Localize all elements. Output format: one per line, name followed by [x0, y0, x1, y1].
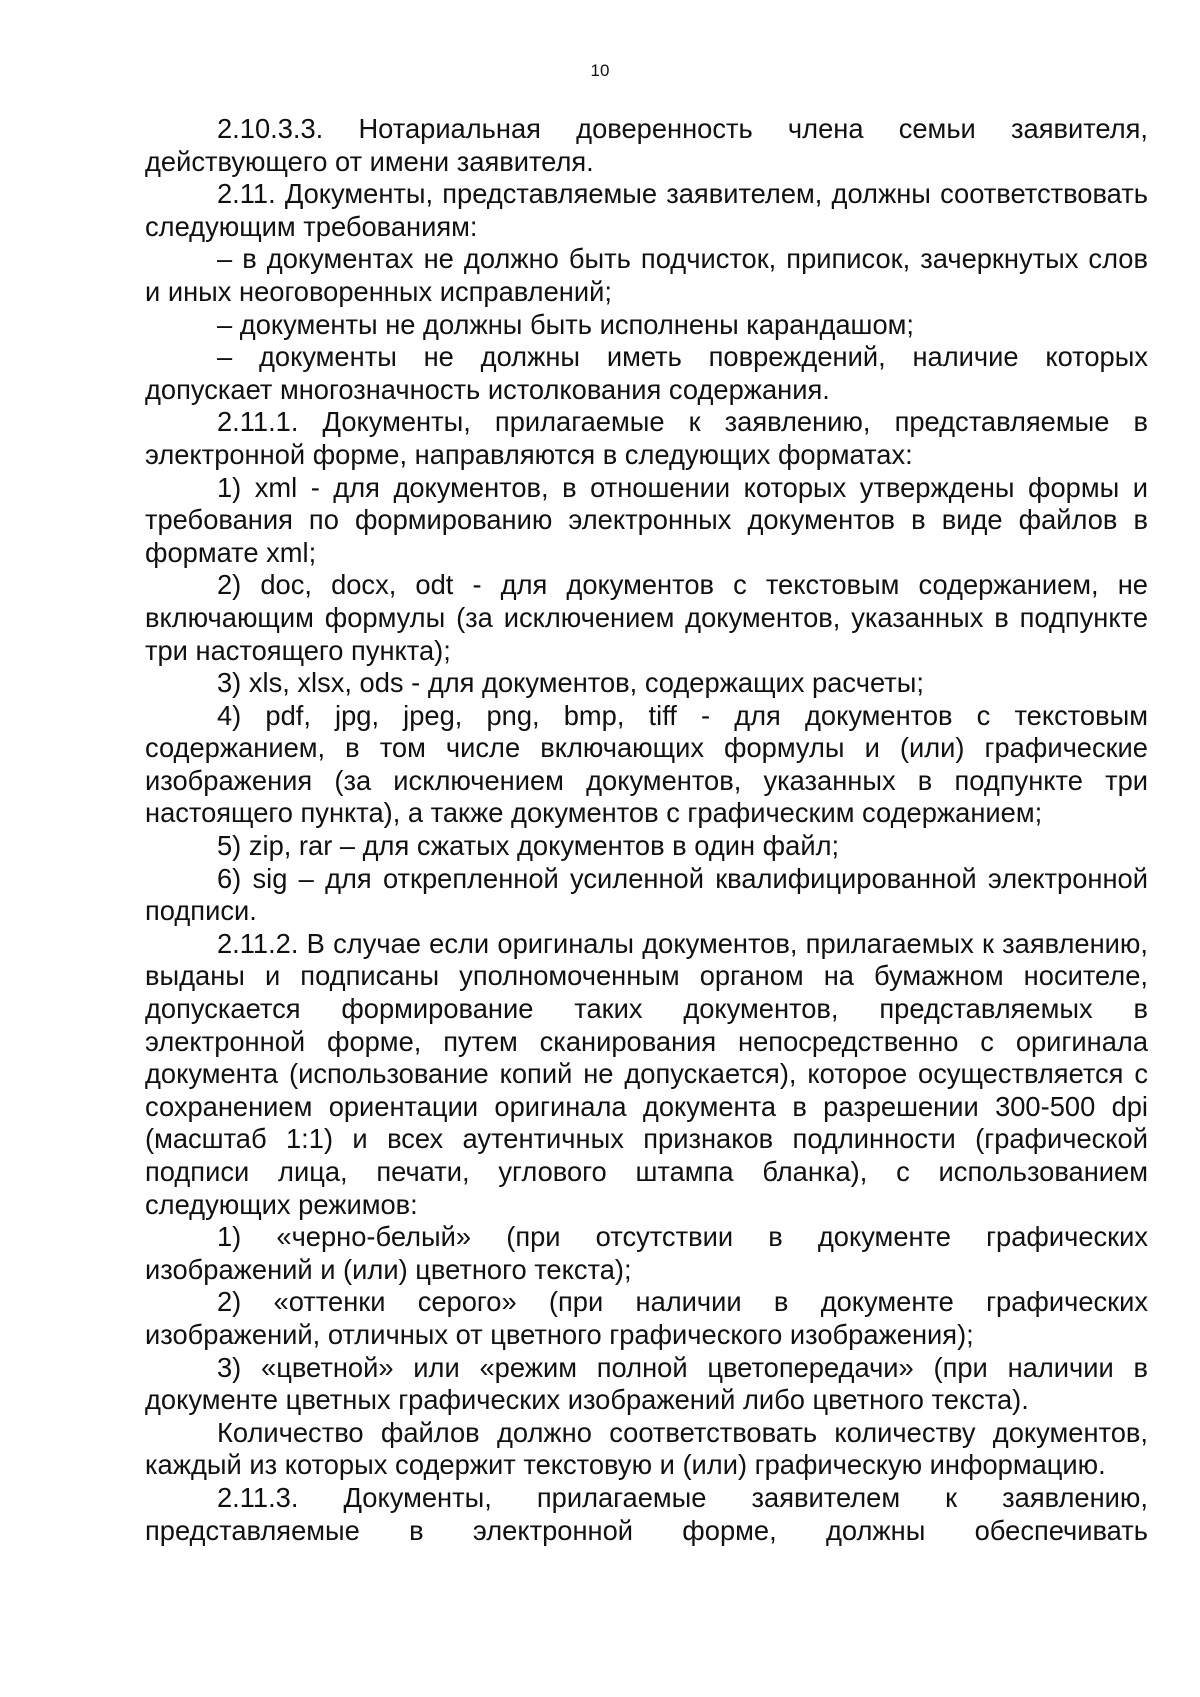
document-body — [145, 113, 1148, 1547]
paragraph-2-11-3: 2.11.3. Документы, прилагаемые заявителем к заявлению, представляемые в электронной форме, должны обеспечивать — [145, 1481, 1148, 1546]
paragraph-2-11-1: 2.11.1. Документы, прилагаемые к заявлению, представляемые в электронной форме, направляются в следующих форматах: — [145, 406, 1148, 470]
mode-item-grayscale: 2) «оттенки серого» (при наличии в документе графических изображений, отличных от цветного графического изображения); — [145, 1286, 1148, 1350]
paragraph-2-11: 2.11. Документы, представляемые заявителем, должны соответствовать следующим требованиям: — [145, 178, 1148, 242]
list-item-no-pencil: – документы не должны быть исполнены карандашом; — [217, 308, 914, 340]
mode-item-black-white: 1) «черно-белый» (при отсутствии в документе графических изображений и (или) цветного текста); — [145, 1221, 1148, 1285]
format-item-zip: 5) zip, rar – для сжатых документов в один файл; — [217, 830, 840, 862]
mode-item-color: 3) «цветной» или «режим полной цветопередачи» (при наличии в документе цветных графических изображений либо цветного текста). — [145, 1351, 1148, 1416]
format-item-doc: 2) doc, docx, odt - для документов с текстовым содержанием, не включающим формулы (за исключением документов, указанных в подпункте три настоящего пункта); — [145, 569, 1148, 666]
format-item-pdf: 4) pdf, jpg, jpeg, png, bmp, tiff - для документов с текстовым содержанием, в том числе включающих формулы и (или) графические изображения (за исключением документов, указанных в подпункте три настоящего пункта), а также документов с графическим содержанием; — [145, 699, 1148, 829]
paragraph-2-10-3-3: 2.10.3.3. Нотариальная доверенность члена семьи заявителя, действующего от имени заявителя. — [145, 113, 1148, 177]
list-item-no-damage: – документы не должны иметь повреждений, наличие которых допускает многозначность истолкования содержания. — [145, 341, 1148, 405]
paragraph-file-count: Количество файлов должно соответствовать количеству документов, каждый из которых содержит текстовую и (или) графическую информацию. — [145, 1416, 1148, 1481]
format-item-sig: 6) sig – для открепленной усиленной квалифицированной электронной подписи. — [145, 862, 1148, 927]
format-item-xls: 3) xls, xlsx, ods - для документов, содержащих расчеты; — [217, 667, 924, 699]
format-item-xml: 1) xml - для документов, в отношении которых утверждены формы и требования по формированию электронных документов в виде файлов в формате xml; — [145, 471, 1148, 568]
list-item-no-erasures: – в документах не должно быть подчисток, приписок, зачеркнутых слов и иных неоговоренных исправлений; — [145, 243, 1148, 307]
paragraph-2-11-2: 2.11.2. В случае если оригиналы документов, прилагаемых к заявлению, выданы и подписаны уполномоченным органом на бумажном носителе, допускается формирование таких документов, представляемых в электронной форме, путем сканирования непосредственно с оригинала документа (использование копий не допускается), которое осуществляется с сохранением ориентации оригинала документа в разрешении 300-500 dpi (масштаб 1:1) и всех аутентичных признаков подлинности (графической подписи лица, печати, углового штампа бланка), с использованием следующих режимов: — [145, 927, 1148, 1220]
page-number: 10 — [590, 61, 610, 80]
